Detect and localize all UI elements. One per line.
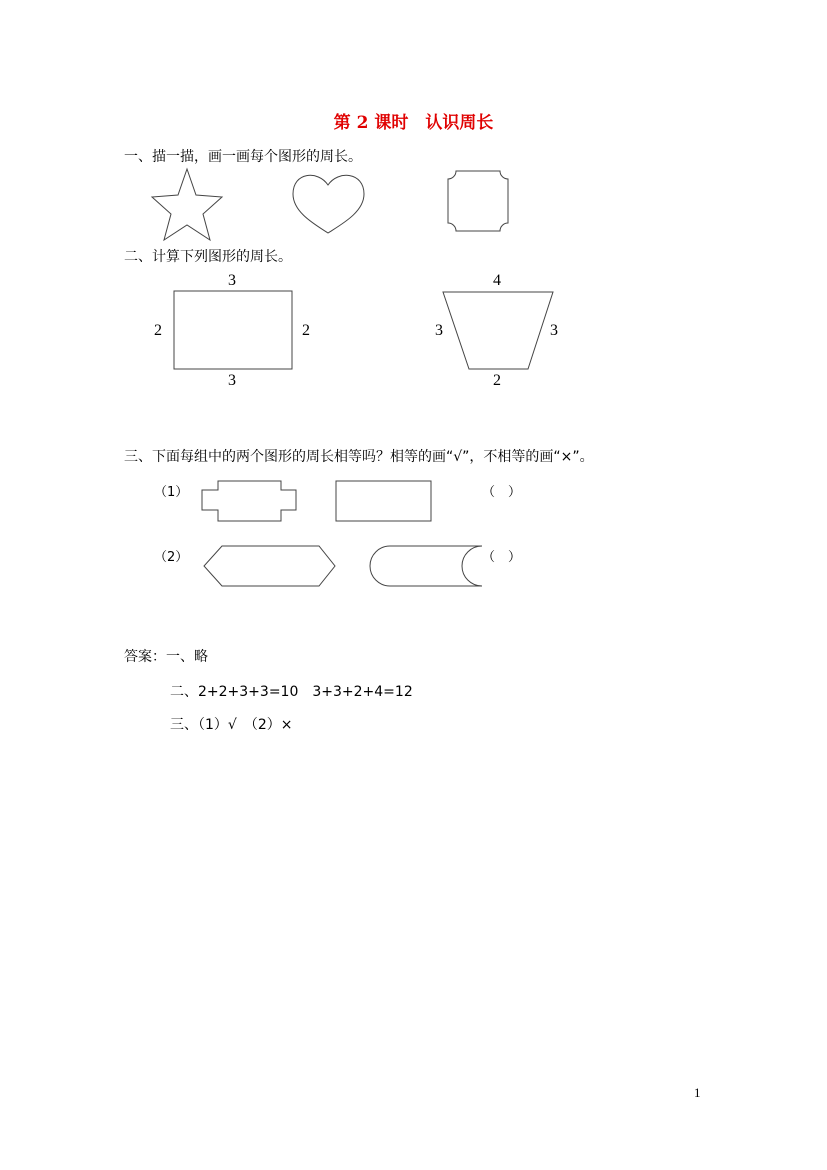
q3-item1-label: （1） (154, 485, 189, 500)
question-3-text: 三、下面每组中的两个图形的周长相等吗？相等的画“√”，不相等的画“×”。 (124, 449, 594, 465)
rect-bottom-label: 3 (228, 372, 236, 389)
question-1-text: 一、描一描，画一画每个图形的周长。 (124, 149, 362, 165)
trapezoid-shape (443, 292, 553, 369)
rounded-shape (370, 546, 482, 586)
answers-line-3: 三、（1）√ （2）× (170, 717, 293, 733)
trap-left-label: 3 (435, 322, 443, 339)
rect-top-label: 3 (228, 272, 236, 289)
question-2-text: 二、计算下列图形的周长。 (124, 249, 292, 265)
cross-rect-shape (202, 481, 296, 521)
star-shape (152, 169, 222, 240)
trap-top-label: 4 (493, 272, 501, 289)
page-number: 1 (694, 1085, 701, 1100)
q3-item1-answer-blank[interactable]: （ ） (482, 485, 522, 500)
page-title: 第 2 课时 认识周长 (333, 113, 494, 133)
q3-item2-label: （2） (154, 550, 189, 565)
rect-left-label: 2 (154, 322, 162, 339)
trap-right-label: 3 (550, 322, 558, 339)
trap-bottom-label: 2 (493, 372, 501, 389)
plain-rect-shape (336, 481, 431, 521)
answers-line-2: 二、2+2+3+3=10 3+3+2+4=12 (170, 684, 413, 700)
q3-item2-answer-blank[interactable]: （ ） (482, 550, 522, 565)
rect-right-label: 2 (302, 322, 310, 339)
rectangle-shape (174, 291, 292, 369)
notched-square-shape (448, 171, 508, 231)
hexagon-shape (204, 546, 335, 586)
heart-shape (293, 175, 364, 233)
answers-line-1: 答案：一、略 (124, 649, 208, 665)
